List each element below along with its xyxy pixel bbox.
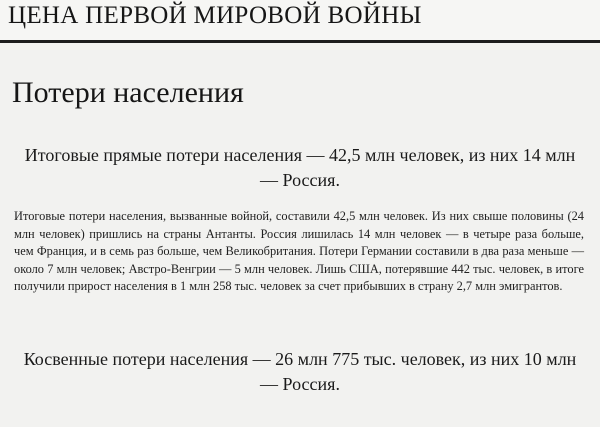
- section-heading: Потери населения: [12, 76, 244, 109]
- page-title: ЦЕНА ПЕРВОЙ МИРОВОЙ ВОЙНЫ: [8, 2, 422, 29]
- body-paragraph: Итоговые потери населения, вызванные войной, составили 42,5 млн человек. Из них свыше половины (24 млн человек) пришлись на страны Антанты. Россия лишилась 14 млн человек — в четыре раза больше, чем Франция, и в семь раз больше, чем Великобритания. Потери Германии составили в два раза меньше — около 7 млн человек; Австро-Венгрии — 5 млн человек. Лишь США, потерявшие 442 тыс. человек, в итоге получили прирост населения в 1 млн 258 тыс. человек за счет прибывших в страну 2,7 млн эмигрантов.: [14, 209, 584, 293]
- indirect-losses-statement: Косвенные потери населения — 26 млн 775 тыс. человек, из них 10 млн — Россия.: [23, 349, 577, 394]
- direct-losses-statement: Итоговые прямые потери населения — 42,5 млн человек, из них 14 млн — Россия.: [24, 145, 576, 190]
- header-bar: [0, 0, 600, 43]
